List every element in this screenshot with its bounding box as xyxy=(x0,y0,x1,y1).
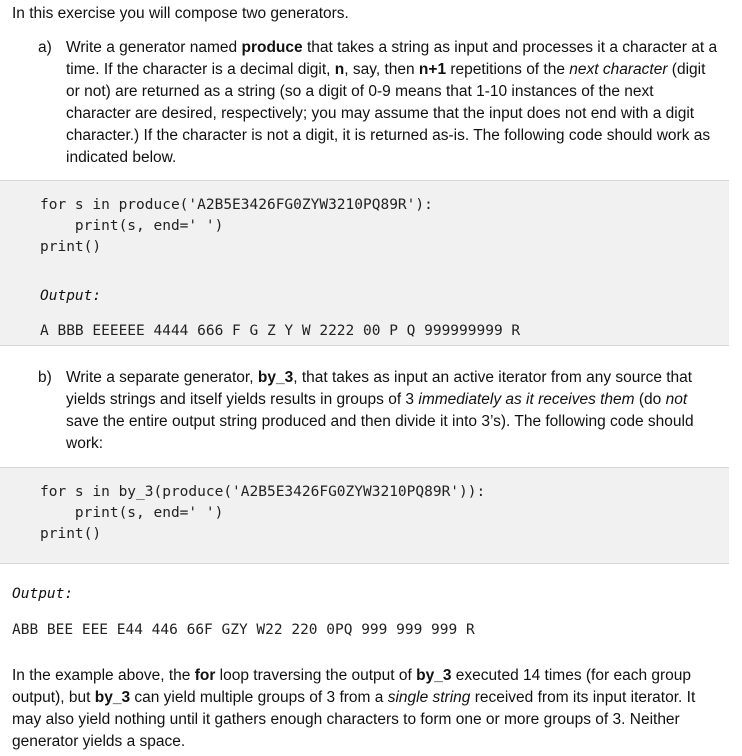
code-a-line-2: print(s, end=' ') xyxy=(40,218,224,234)
code-b-line-3: print() xyxy=(40,526,102,542)
part-a-text: Write a generator named produce that takes a string as input and processes it a character at a time. If the character is a decimal digit, n, say, then n+1 repetitions of the next character (digit or not) are returned as a string (so a digit of 0-9 means that 1-10 instances of the next character are desired, respectively; you may assume that the input does not end with a digit character.) If the character is not a digit, it is returned as-is. The following code should work as indicated below. xyxy=(66,39,718,166)
output-b-text: ABB BEE EEE E44 446 66F GZY W22 220 0PQ 999 999 999 R xyxy=(12,622,475,638)
code-b-line-1: for s in by_3(produce('A2B5E3426FG0ZYW3210PQ89R')): xyxy=(40,484,486,500)
closing-paragraph: In the example above, the for loop traversing the output of by_3 executed 14 times (for each group output), but by_3 can yield multiple groups of 3 from a single string received from its input iterator. It may also yield nothing until it gathers enough characters to form one or more groups of 3. Neither generator yields a space. xyxy=(12,667,696,750)
code-a-line-3: print() xyxy=(40,239,102,255)
code-block-a xyxy=(0,180,729,346)
output-b-label: Output: xyxy=(12,586,74,602)
code-a-output: A BBB EEEEEE 4444 666 F G Z Y W 2222 00 P Q 999999999 R xyxy=(40,323,521,339)
part-b xyxy=(38,367,718,455)
part-a-marker: a) xyxy=(38,39,52,56)
code-block-b xyxy=(0,467,729,564)
code-b-line-2: print(s, end=' ') xyxy=(40,505,224,521)
part-a xyxy=(38,37,718,169)
part-b-text: Write a separate generator, by_3, that takes as input an active iterator from any source that yields strings and itself yields results in groups of 3 immediately as it receives them (do not save the entire output string produced and then divide it into 3’s). The following code should work: xyxy=(66,369,694,452)
code-a-output-label: Output: xyxy=(40,288,102,304)
part-b-marker: b) xyxy=(38,369,52,386)
intro-text: In this exercise you will compose two generators. xyxy=(12,5,349,22)
code-a-line-1: for s in produce('A2B5E3426FG0ZYW3210PQ89R'): xyxy=(40,197,433,213)
